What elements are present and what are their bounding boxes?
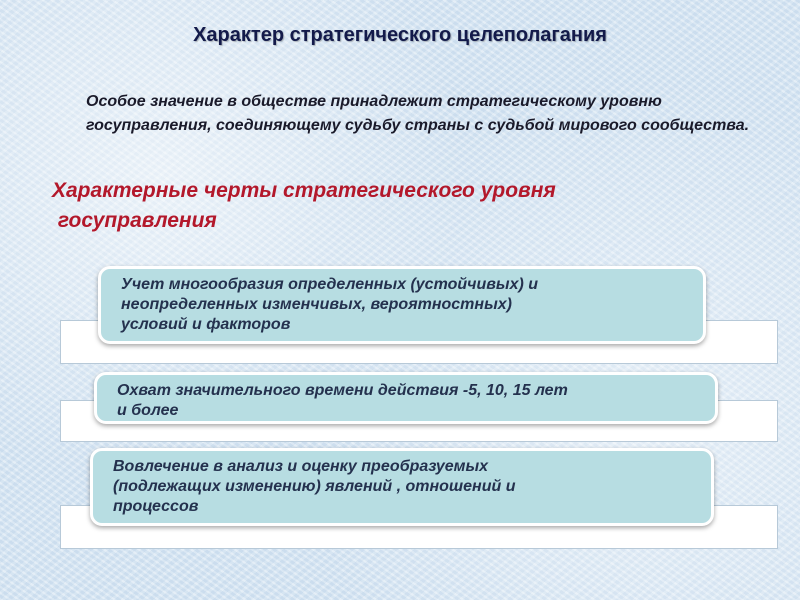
feature-card-1	[98, 266, 706, 344]
section-subtitle-line2: госуправления	[52, 209, 217, 232]
section-subtitle	[52, 176, 752, 236]
feature-card-2-line2: и более	[117, 402, 179, 419]
feature-card-2-line1: Охват значительного времени действия -5, 10, 15 лет	[117, 382, 568, 399]
slide-title: Характер стратегического целеполагания	[193, 24, 607, 46]
feature-card-3	[90, 448, 714, 526]
feature-card-1-line1: Учет многообразия определенных (устойчивых) и	[121, 276, 539, 293]
feature-card-3-line3: процессов	[113, 498, 199, 515]
feature-card-1-line3: условий и факторов	[121, 316, 291, 333]
feature-card-2	[94, 372, 718, 424]
intro-paragraph: Особое значение в обществе принадлежит стратегическому уровню госуправления, соединяющему судьбу страны с судьбой мирового сообщества.	[86, 93, 750, 134]
feature-card-3-line2: (подлежащих изменению) явлений , отношений и	[113, 478, 516, 495]
feature-card-1-line2: неопределенных изменчивых, вероятностных)	[121, 296, 512, 313]
section-subtitle-line1: Характерные черты стратегического уровня	[52, 179, 556, 202]
feature-card-3-line1: Вовлечение в анализ и оценку преобразуемых	[113, 458, 489, 475]
